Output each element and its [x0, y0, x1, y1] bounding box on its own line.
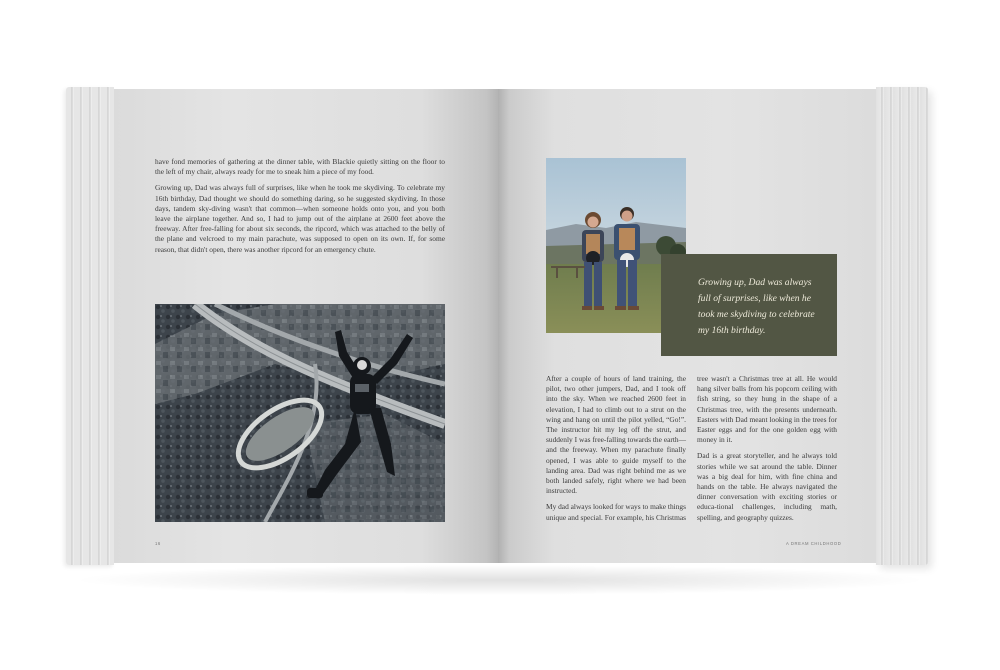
skydiving-photo [155, 304, 445, 522]
left-page-text [155, 157, 445, 261]
paragraph: have fond memories of gathering at the dinner table, with Blackie quietly sitting on the floor to the left of my chair, always ready for me to sneak him a piece of my food. [155, 157, 445, 177]
right-page-column-2 [697, 374, 837, 529]
open-book [66, 85, 928, 570]
page-number: 16 [155, 541, 161, 546]
paragraph: My dad always looked for ways to make things unique and special. For example, his Christmas [546, 502, 686, 522]
running-footer: A DREAM CHILDHOOD [786, 541, 842, 546]
pull-quote: Growing up, Dad was always full of surprises, like when he took me skydiving to celebrate my 16th birthday. [698, 277, 815, 336]
left-page-edges [66, 87, 114, 565]
paragraph: tree wasn't a Christmas tree at all. He would hang silver balls from his popcorn ceiling with fish string, so they hung in the shape of a Christmas tree, with the presents underneath. Easters with Dad meant looking in the trees for Easter eggs and for the one golden egg with money in it. [697, 374, 837, 445]
right-page-column-1 [546, 374, 686, 529]
paragraph: Dad is a great storyteller, and he always told stories while we sat around the table. Dinner was a big deal for him, with fine china and hands on the table. He always navigated the dinner conversation with exciting stories or educa-tional challenges, including math, spelling, and geography quizzes. [697, 451, 837, 522]
paragraph: After a couple of hours of land training, the pilot, two other jumpers, Dad, and I took off into the sky. When we reached 2600 feet in elevation, I had to climb out to a strut on the wing and hang on until the pilot yelled, “Go!”. The instructor hit my leg off the strut, and suddenly I was free-falling towards the earth—and the freeway. When my parachute finally opened, I was able to guide myself to the landing area. Dad was right behind me as we both landed safely, right where we had been instructed. [546, 374, 686, 496]
right-page-edges [876, 87, 928, 565]
paragraph: Growing up, Dad was always full of surprises, like when he took me skydiving. To celebrate my 16th birthday, Dad thought we should do something daring, so he suggested skydiving. In those days, tandem sky-diving wasn't that common—when someone holds onto you, and you both leave the airplane together. And so, I had to jump out of the airplane at 2600 feet above the freeway. After free-falling for about six seconds, the ripcord, which was attached to the belly of the plane and velcroed to my main parachute, was supposed to open on its own. If, for some reason, that didn't open, there was another ripcord for an emergency chute. [155, 183, 445, 254]
